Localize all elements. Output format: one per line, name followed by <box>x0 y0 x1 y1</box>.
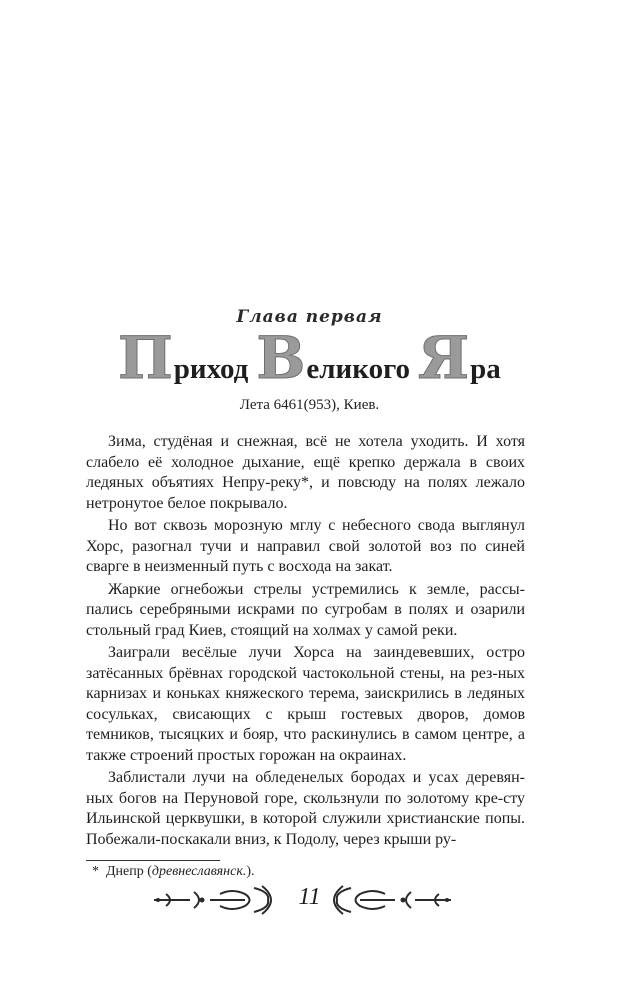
footnote-tail: ). <box>246 864 255 879</box>
paragraph: Жаркие огнебожьи стрелы устремились к земле, рассы-пались серебряными искрами по сугробам в полях и озарили стольный град Киев, стоящий на холмах у самой реки. <box>86 580 525 639</box>
chapter-label: Глава первая <box>236 307 383 327</box>
title-word-3: ра <box>470 353 501 385</box>
title-initial-1: П <box>118 324 173 392</box>
body-text <box>86 432 525 852</box>
footnote-marker: * <box>92 864 99 879</box>
paragraph: Но вот сквозь морозную мглу с небесного свода выглянул Хорс, разогнал тучи и направил свой золотой воз по синей сварге в неизменный путь с восхода на закат. <box>86 517 525 575</box>
title-initial-3: Я <box>418 324 470 392</box>
page-number: 11 <box>298 884 321 910</box>
chapter-subtitle: Лета 6461(953), Киев. <box>239 397 380 413</box>
title-word-2: еликого <box>306 353 411 385</box>
title-initial-2: В <box>256 324 306 392</box>
paragraph: Заиграли весёлые лучи Хорса на заиндевевших, остро затёсанных брёвнах городской частокольной стены, на рез-ных карнизах и коньках княжеского терема, заискрились в ледяных сосульках, свисающих с крыш гостевых дворов, домов темников, тысяцких и бояр, что раскинулись в самом центре, а также строений простых горожан на окраинах. <box>86 644 525 764</box>
paragraph: Зима, студёная и снежная, всё не хотела уходить. И хотя слабело её холодное дыхание, ещё крепко держала в своих ледяных объятиях Непру-реку*, и повсюду на полях лежало нетронутое белое покрывало. <box>86 433 525 512</box>
footnote <box>92 864 255 880</box>
footnote-rule <box>86 860 220 861</box>
footnote-italic: древнеславянск. <box>151 864 247 879</box>
footnote-text: Днепр ( <box>106 864 152 879</box>
paragraph: Заблистали лучи на обледенелых бородах и усах деревян-ных богов на Перуновой горе, скользнули по золотому кре-сту Ильинской церквушки, в которой служили христианские попы. Побежали-поскакали вниз, к Подолу, через крыши ру- <box>86 769 525 848</box>
chapter-title <box>118 326 509 390</box>
title-word-1: риход <box>173 353 249 385</box>
